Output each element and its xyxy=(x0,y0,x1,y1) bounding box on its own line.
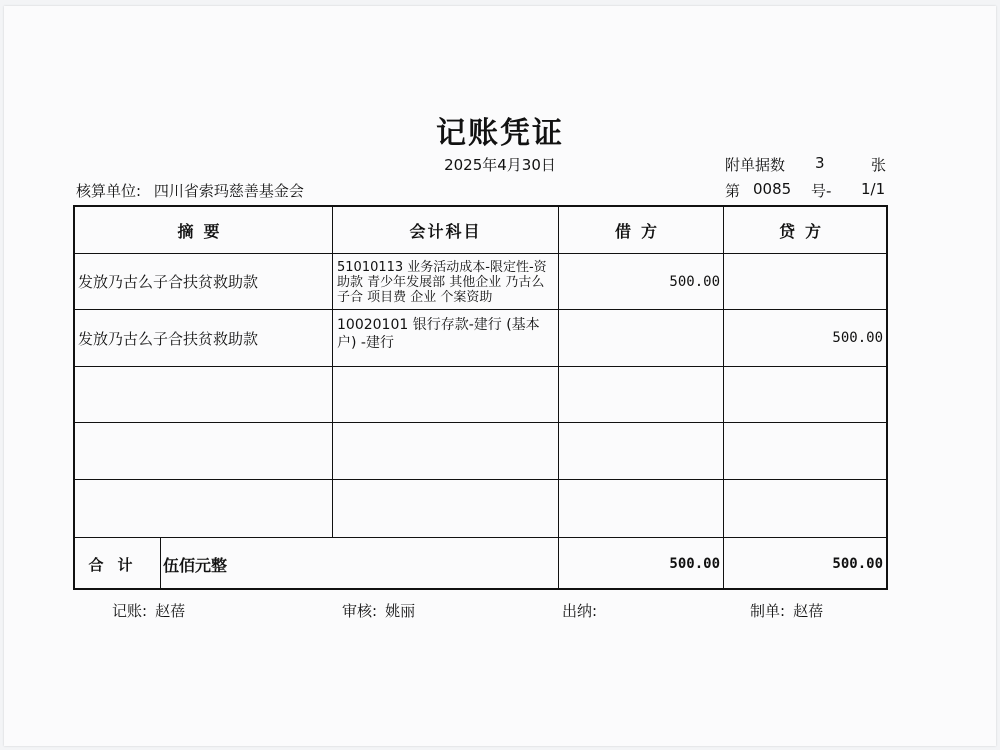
bookkeeper-name: 赵蓓 xyxy=(155,602,186,620)
divider xyxy=(75,422,886,423)
row-1-debit: 500.00 xyxy=(669,273,720,290)
row-1-credit xyxy=(724,254,886,309)
voucher-title: 记账凭证 xyxy=(436,116,564,151)
preparer-name: 赵蓓 xyxy=(793,602,824,620)
accounting-unit-label: 核算单位: xyxy=(76,182,142,200)
row-1-account: 51010113 业务活动成本-限定性-资助款 青少年发展部 其他企业 乃古么子合 项目费 企业 个案资助 xyxy=(337,260,547,305)
serial-page: 1/1 xyxy=(861,180,886,198)
auditor-name: 姚丽 xyxy=(385,602,416,620)
header-credit: 贷方 xyxy=(778,221,831,241)
header-summary: 摘要 xyxy=(177,221,230,241)
row-2-debit xyxy=(559,310,723,366)
attachment-label: 附单据数 xyxy=(725,156,786,174)
row-2-credit: 500.00 xyxy=(832,330,883,346)
total-debit: 500.00 xyxy=(669,556,720,572)
total-credit: 500.00 xyxy=(832,556,883,572)
preparer-label: 制单: xyxy=(750,602,786,620)
divider xyxy=(75,479,886,480)
attachment-unit: 张 xyxy=(871,156,887,174)
voucher-table xyxy=(73,205,888,590)
bookkeeper-label: 记账: xyxy=(112,602,148,620)
header-account: 会计科目 xyxy=(409,221,482,241)
cashier-label: 出纳: xyxy=(562,602,598,620)
row-2-account: 10020101 银行存款-建行 (基本户) -建行 xyxy=(337,317,540,351)
divider xyxy=(75,366,886,367)
preparer-signature xyxy=(750,600,823,621)
accounting-unit-value: 四川省索玛慈善基金会 xyxy=(153,182,304,200)
attachment-number: 3 xyxy=(815,154,825,172)
accounting-unit xyxy=(76,180,304,201)
header-debit: 借方 xyxy=(614,221,667,241)
auditor-signature xyxy=(342,600,415,621)
row-1-summary: 发放乃古么子合扶贫救助款 xyxy=(78,273,259,291)
row-2-summary: 发放乃古么子合扶贫救助款 xyxy=(78,329,259,348)
serial-suffix: 号- xyxy=(811,182,832,200)
cashier-signature xyxy=(562,600,605,621)
serial-prefix: 第 xyxy=(725,182,741,200)
total-in-words: 伍佰元整 xyxy=(163,555,228,575)
total-label: 合计 xyxy=(88,555,147,574)
bookkeeper-signature xyxy=(112,600,185,621)
auditor-label: 审核: xyxy=(342,602,378,620)
serial-number: 0085 xyxy=(753,180,792,198)
voucher-date: 2025年4月30日 xyxy=(444,156,556,174)
